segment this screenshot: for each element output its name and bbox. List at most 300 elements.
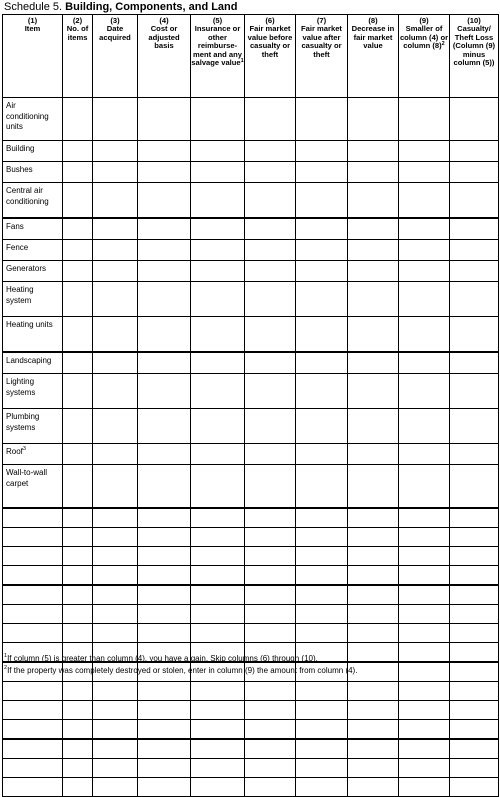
entry-cell[interactable] — [348, 585, 399, 605]
column-number: (9) — [419, 16, 429, 25]
entry-cell[interactable] — [450, 662, 499, 682]
entry-cell[interactable] — [296, 261, 348, 282]
entry-cell[interactable] — [245, 141, 296, 162]
entry-cell[interactable] — [348, 508, 399, 528]
entry-cell[interactable] — [63, 98, 93, 141]
entry-cell[interactable] — [399, 585, 450, 605]
item-cell — [3, 778, 63, 797]
entry-cell[interactable] — [93, 465, 138, 509]
entry-cell[interactable] — [245, 701, 296, 720]
entry-cell[interactable] — [399, 566, 450, 586]
entry-cell[interactable] — [93, 409, 138, 444]
entry-cell[interactable] — [399, 162, 450, 183]
entry-cell[interactable] — [399, 605, 450, 624]
entry-cell[interactable] — [191, 682, 245, 701]
column-header-3 — [93, 15, 138, 98]
item-label: Fence — [6, 243, 29, 252]
entry-cell[interactable] — [450, 682, 499, 701]
column-header-5 — [191, 15, 245, 98]
entry-cell[interactable] — [399, 739, 450, 759]
entry-cell[interactable] — [348, 98, 399, 141]
entry-cell[interactable] — [138, 739, 191, 759]
entry-cell[interactable] — [450, 643, 499, 663]
column-label-text: Date acquired — [99, 24, 131, 42]
entry-cell[interactable] — [399, 240, 450, 261]
entry-cell[interactable] — [191, 528, 245, 547]
entry-cell[interactable] — [138, 240, 191, 261]
item-label: Plumbing systems — [6, 412, 40, 432]
entry-cell[interactable] — [450, 352, 499, 374]
entry-cell[interactable] — [450, 141, 499, 162]
entry-cell[interactable] — [348, 352, 399, 374]
entry-cell[interactable] — [399, 662, 450, 682]
entry-cell[interactable] — [296, 585, 348, 605]
entry-cell[interactable] — [138, 759, 191, 778]
entry-cell[interactable] — [191, 409, 245, 444]
entry-cell[interactable] — [138, 409, 191, 444]
entry-cell[interactable] — [93, 720, 138, 740]
entry-cell[interactable] — [450, 409, 499, 444]
entry-cell[interactable] — [450, 282, 499, 317]
entry-cell[interactable] — [138, 282, 191, 317]
entry-cell[interactable] — [399, 218, 450, 240]
entry-cell[interactable] — [399, 643, 450, 663]
entry-cell[interactable] — [245, 465, 296, 509]
entry-cell[interactable] — [63, 465, 93, 509]
entry-cell[interactable] — [399, 720, 450, 740]
column-label-text: Casualty/ Theft Loss (Column (9) minus column (5)) — [452, 24, 496, 68]
entry-cell[interactable] — [138, 218, 191, 240]
entry-cell[interactable] — [399, 547, 450, 566]
entry-cell[interactable] — [296, 566, 348, 586]
entry-cell[interactable] — [450, 739, 499, 759]
entry-cell[interactable] — [296, 409, 348, 444]
column-header-6 — [245, 15, 296, 98]
entry-cell[interactable] — [191, 261, 245, 282]
entry-cell[interactable] — [348, 759, 399, 778]
entry-cell[interactable] — [63, 547, 93, 566]
entry-cell[interactable] — [93, 317, 138, 353]
entry-cell[interactable] — [450, 183, 499, 219]
entry-cell[interactable] — [399, 528, 450, 547]
schedule-title-prefix: Schedule 5. — [4, 1, 63, 13]
entry-cell[interactable] — [138, 624, 191, 643]
entry-cell[interactable] — [138, 465, 191, 509]
entry-cell[interactable] — [93, 701, 138, 720]
entry-cell[interactable] — [296, 465, 348, 509]
entry-cell[interactable] — [296, 701, 348, 720]
entry-cell[interactable] — [245, 282, 296, 317]
entry-cell[interactable] — [63, 528, 93, 547]
schedule-title — [4, 1, 238, 13]
entry-cell[interactable] — [245, 317, 296, 353]
entry-cell[interactable] — [191, 183, 245, 219]
table-row — [3, 739, 499, 759]
table-row — [3, 240, 499, 261]
entry-cell[interactable] — [348, 605, 399, 624]
entry-cell[interactable] — [191, 98, 245, 141]
entry-cell[interactable] — [450, 778, 499, 797]
entry-cell[interactable] — [296, 374, 348, 409]
entry-cell[interactable] — [348, 720, 399, 740]
entry-cell[interactable] — [245, 566, 296, 586]
column-number: (1) — [27, 16, 38, 25]
entry-cell[interactable] — [348, 409, 399, 444]
entry-cell[interactable] — [138, 98, 191, 141]
entry-cell[interactable] — [245, 624, 296, 643]
entry-cell[interactable] — [138, 701, 191, 720]
entry-cell[interactable] — [296, 682, 348, 701]
item-cell — [3, 566, 63, 586]
footnote-number: 2 — [4, 665, 8, 671]
entry-cell[interactable] — [93, 682, 138, 701]
entry-cell[interactable] — [245, 409, 296, 444]
entry-cell[interactable] — [245, 720, 296, 740]
entry-cell[interactable] — [245, 759, 296, 778]
entry-cell[interactable] — [348, 162, 399, 183]
entry-cell[interactable] — [348, 547, 399, 566]
entry-cell[interactable] — [191, 218, 245, 240]
entry-cell[interactable] — [138, 141, 191, 162]
entry-cell[interactable] — [63, 261, 93, 282]
entry-cell[interactable] — [63, 317, 93, 353]
entry-cell[interactable] — [191, 720, 245, 740]
entry-cell[interactable] — [63, 218, 93, 240]
table-row — [3, 465, 499, 509]
entry-cell[interactable] — [191, 444, 245, 465]
entry-cell[interactable] — [63, 444, 93, 465]
entry-cell[interactable] — [245, 682, 296, 701]
table-row — [3, 218, 499, 240]
table-row — [3, 547, 499, 566]
column-label — [3, 25, 62, 33]
entry-cell[interactable] — [191, 701, 245, 720]
entry-cell[interactable] — [399, 701, 450, 720]
entry-cell[interactable] — [93, 374, 138, 409]
entry-cell[interactable] — [399, 759, 450, 778]
item-label: Air conditioning units — [6, 101, 49, 131]
entry-cell[interactable] — [191, 352, 245, 374]
item-cell — [3, 374, 63, 409]
item-label: Central air conditioning — [6, 186, 49, 206]
entry-cell[interactable] — [450, 218, 499, 240]
entry-cell[interactable] — [348, 183, 399, 219]
entry-cell[interactable] — [191, 282, 245, 317]
entry-cell[interactable] — [450, 701, 499, 720]
footnote-marker: 2 — [441, 41, 445, 48]
entry-cell[interactable] — [245, 261, 296, 282]
table-row — [3, 528, 499, 547]
entry-cell[interactable] — [399, 352, 450, 374]
column-label-text: Insurance or other reimburse-ment and any salvage value — [191, 24, 242, 68]
entry-cell[interactable] — [245, 98, 296, 141]
entry-cell[interactable] — [138, 778, 191, 797]
entry-cell[interactable] — [63, 605, 93, 624]
entry-cell[interactable] — [348, 528, 399, 547]
entry-cell[interactable] — [348, 566, 399, 586]
entry-cell[interactable] — [296, 739, 348, 759]
entry-cell[interactable] — [296, 352, 348, 374]
entry-cell[interactable] — [63, 585, 93, 605]
entry-cell[interactable] — [138, 566, 191, 586]
column-label-text: Decrease in fair market value — [351, 24, 395, 51]
entry-cell[interactable] — [191, 508, 245, 528]
entry-cell[interactable] — [399, 98, 450, 141]
entry-cell[interactable] — [296, 317, 348, 353]
entry-cell[interactable] — [399, 682, 450, 701]
entry-cell[interactable] — [245, 739, 296, 759]
column-number: (2) — [72, 16, 83, 25]
column-label-text: Cost or adjusted basis — [148, 24, 180, 51]
entry-cell[interactable] — [348, 701, 399, 720]
entry-cell[interactable] — [138, 508, 191, 528]
entry-cell[interactable] — [348, 317, 399, 353]
entry-cell[interactable] — [63, 162, 93, 183]
item-cell — [3, 162, 63, 183]
entry-cell[interactable] — [191, 624, 245, 643]
entry-cell[interactable] — [191, 566, 245, 586]
entry-cell[interactable] — [399, 374, 450, 409]
entry-cell[interactable] — [245, 547, 296, 566]
entry-cell[interactable] — [450, 605, 499, 624]
entry-cell[interactable] — [245, 352, 296, 374]
entry-cell[interactable] — [450, 566, 499, 586]
entry-cell[interactable] — [191, 374, 245, 409]
entry-cell[interactable] — [138, 374, 191, 409]
entry-cell[interactable] — [191, 141, 245, 162]
entry-cell[interactable] — [93, 778, 138, 797]
entry-cell[interactable] — [191, 240, 245, 261]
entry-cell[interactable] — [138, 585, 191, 605]
item-label: Heating units — [6, 320, 53, 329]
entry-cell[interactable] — [63, 778, 93, 797]
entry-cell[interactable] — [93, 528, 138, 547]
table-row — [3, 98, 499, 141]
entry-cell[interactable] — [296, 508, 348, 528]
entry-cell[interactable] — [245, 162, 296, 183]
entry-cell[interactable] — [138, 317, 191, 353]
entry-cell[interactable] — [93, 759, 138, 778]
entry-cell[interactable] — [138, 528, 191, 547]
entry-cell[interactable] — [399, 465, 450, 509]
entry-cell[interactable] — [450, 317, 499, 353]
entry-cell[interactable] — [245, 240, 296, 261]
entry-cell[interactable] — [450, 162, 499, 183]
footnote-text: If column (5) is greater than column (4), you have a gain. Skip columns (6) through (10). — [7, 654, 318, 663]
entry-cell[interactable] — [93, 282, 138, 317]
entry-cell[interactable] — [63, 720, 93, 740]
entry-cell[interactable] — [93, 566, 138, 586]
entry-cell[interactable] — [138, 547, 191, 566]
entry-cell[interactable] — [399, 282, 450, 317]
table-body — [3, 98, 499, 797]
entry-cell[interactable] — [450, 508, 499, 528]
entry-cell[interactable] — [191, 162, 245, 183]
entry-cell[interactable] — [296, 624, 348, 643]
entry-cell[interactable] — [399, 444, 450, 465]
entry-cell[interactable] — [348, 141, 399, 162]
entry-cell[interactable] — [93, 585, 138, 605]
entry-cell[interactable] — [63, 682, 93, 701]
column-header-7 — [296, 15, 348, 98]
table-row — [3, 605, 499, 624]
entry-cell[interactable] — [348, 444, 399, 465]
footnote-2 — [4, 666, 357, 676]
entry-cell[interactable] — [191, 585, 245, 605]
entry-cell[interactable] — [138, 352, 191, 374]
column-header-8 — [348, 15, 399, 98]
entry-cell[interactable] — [348, 465, 399, 509]
entry-cell[interactable] — [191, 317, 245, 353]
entry-cell[interactable] — [348, 682, 399, 701]
entry-cell[interactable] — [399, 261, 450, 282]
entry-cell[interactable] — [245, 585, 296, 605]
table-row — [3, 162, 499, 183]
entry-cell[interactable] — [63, 739, 93, 759]
entry-cell[interactable] — [245, 508, 296, 528]
entry-cell[interactable] — [93, 547, 138, 566]
entry-cell[interactable] — [93, 98, 138, 141]
entry-cell[interactable] — [93, 183, 138, 219]
entry-cell[interactable] — [245, 778, 296, 797]
entry-cell[interactable] — [348, 643, 399, 663]
entry-cell[interactable] — [399, 317, 450, 353]
entry-cell[interactable] — [296, 218, 348, 240]
entry-cell[interactable] — [63, 352, 93, 374]
entry-cell[interactable] — [348, 282, 399, 317]
item-cell — [3, 183, 63, 219]
table-row — [3, 282, 499, 317]
entry-cell[interactable] — [399, 141, 450, 162]
entry-cell[interactable] — [245, 218, 296, 240]
entry-cell[interactable] — [399, 778, 450, 797]
entry-cell[interactable] — [138, 183, 191, 219]
entry-cell[interactable] — [63, 508, 93, 528]
entry-cell[interactable] — [450, 720, 499, 740]
entry-cell[interactable] — [245, 528, 296, 547]
entry-cell[interactable] — [348, 374, 399, 409]
entry-cell[interactable] — [450, 759, 499, 778]
entry-cell[interactable] — [296, 759, 348, 778]
entry-cell[interactable] — [348, 778, 399, 797]
entry-cell[interactable] — [296, 282, 348, 317]
entry-cell[interactable] — [93, 352, 138, 374]
item-label: Heating system — [6, 285, 34, 305]
entry-cell[interactable] — [93, 444, 138, 465]
entry-cell[interactable] — [450, 444, 499, 465]
entry-cell[interactable] — [93, 261, 138, 282]
entry-cell[interactable] — [296, 444, 348, 465]
item-cell — [3, 465, 63, 509]
entry-cell[interactable] — [348, 240, 399, 261]
entry-cell[interactable] — [296, 720, 348, 740]
entry-cell[interactable] — [191, 739, 245, 759]
entry-cell[interactable] — [63, 701, 93, 720]
entry-cell[interactable] — [93, 240, 138, 261]
column-label — [245, 25, 295, 59]
entry-cell[interactable] — [296, 98, 348, 141]
column-header-2 — [63, 15, 93, 98]
entry-cell[interactable] — [296, 183, 348, 219]
entry-cell[interactable] — [245, 374, 296, 409]
entry-cell[interactable] — [63, 183, 93, 219]
entry-cell[interactable] — [399, 183, 450, 219]
entry-cell[interactable] — [93, 624, 138, 643]
entry-cell[interactable] — [245, 444, 296, 465]
entry-cell[interactable] — [191, 759, 245, 778]
entry-cell[interactable] — [450, 374, 499, 409]
entry-cell[interactable] — [93, 739, 138, 759]
entry-cell[interactable] — [348, 218, 399, 240]
entry-cell[interactable] — [191, 465, 245, 509]
entry-cell[interactable] — [63, 624, 93, 643]
table-row — [3, 352, 499, 374]
entry-cell[interactable] — [138, 605, 191, 624]
entry-cell[interactable] — [450, 585, 499, 605]
column-label — [348, 25, 398, 50]
entry-cell[interactable] — [63, 374, 93, 409]
entry-cell[interactable] — [93, 508, 138, 528]
entry-cell[interactable] — [296, 141, 348, 162]
column-label — [296, 25, 347, 59]
entry-cell[interactable] — [450, 528, 499, 547]
entry-cell[interactable] — [348, 739, 399, 759]
entry-cell[interactable] — [296, 240, 348, 261]
entry-cell[interactable] — [450, 624, 499, 643]
entry-cell[interactable] — [450, 240, 499, 261]
entry-cell[interactable] — [245, 183, 296, 219]
entry-cell[interactable] — [63, 409, 93, 444]
entry-cell[interactable] — [63, 566, 93, 586]
entry-cell[interactable] — [138, 444, 191, 465]
entry-cell[interactable] — [138, 720, 191, 740]
entry-cell[interactable] — [245, 605, 296, 624]
entry-cell[interactable] — [348, 624, 399, 643]
entry-cell[interactable] — [296, 605, 348, 624]
entry-cell[interactable] — [450, 261, 499, 282]
entry-cell[interactable] — [93, 218, 138, 240]
entry-cell[interactable] — [93, 605, 138, 624]
entry-cell[interactable] — [63, 240, 93, 261]
entry-cell[interactable] — [93, 141, 138, 162]
entry-cell[interactable] — [138, 682, 191, 701]
entry-cell[interactable] — [93, 162, 138, 183]
item-cell — [3, 547, 63, 566]
entry-cell[interactable] — [296, 528, 348, 547]
entry-cell[interactable] — [399, 624, 450, 643]
entry-cell[interactable] — [296, 778, 348, 797]
entry-cell[interactable] — [450, 465, 499, 509]
entry-cell[interactable] — [63, 282, 93, 317]
entry-cell[interactable] — [399, 508, 450, 528]
entry-cell[interactable] — [191, 547, 245, 566]
item-label: Landscaping — [6, 356, 52, 365]
entry-cell[interactable] — [63, 759, 93, 778]
entry-cell[interactable] — [191, 605, 245, 624]
entry-cell[interactable] — [399, 409, 450, 444]
table-row — [3, 261, 499, 282]
entry-cell[interactable] — [63, 141, 93, 162]
entry-cell[interactable] — [450, 98, 499, 141]
entry-cell[interactable] — [296, 547, 348, 566]
entry-cell[interactable] — [191, 778, 245, 797]
entry-cell[interactable] — [138, 162, 191, 183]
entry-cell[interactable] — [138, 261, 191, 282]
entry-cell[interactable] — [450, 547, 499, 566]
entry-cell[interactable] — [348, 261, 399, 282]
entry-cell[interactable] — [296, 162, 348, 183]
item-cell — [3, 141, 63, 162]
